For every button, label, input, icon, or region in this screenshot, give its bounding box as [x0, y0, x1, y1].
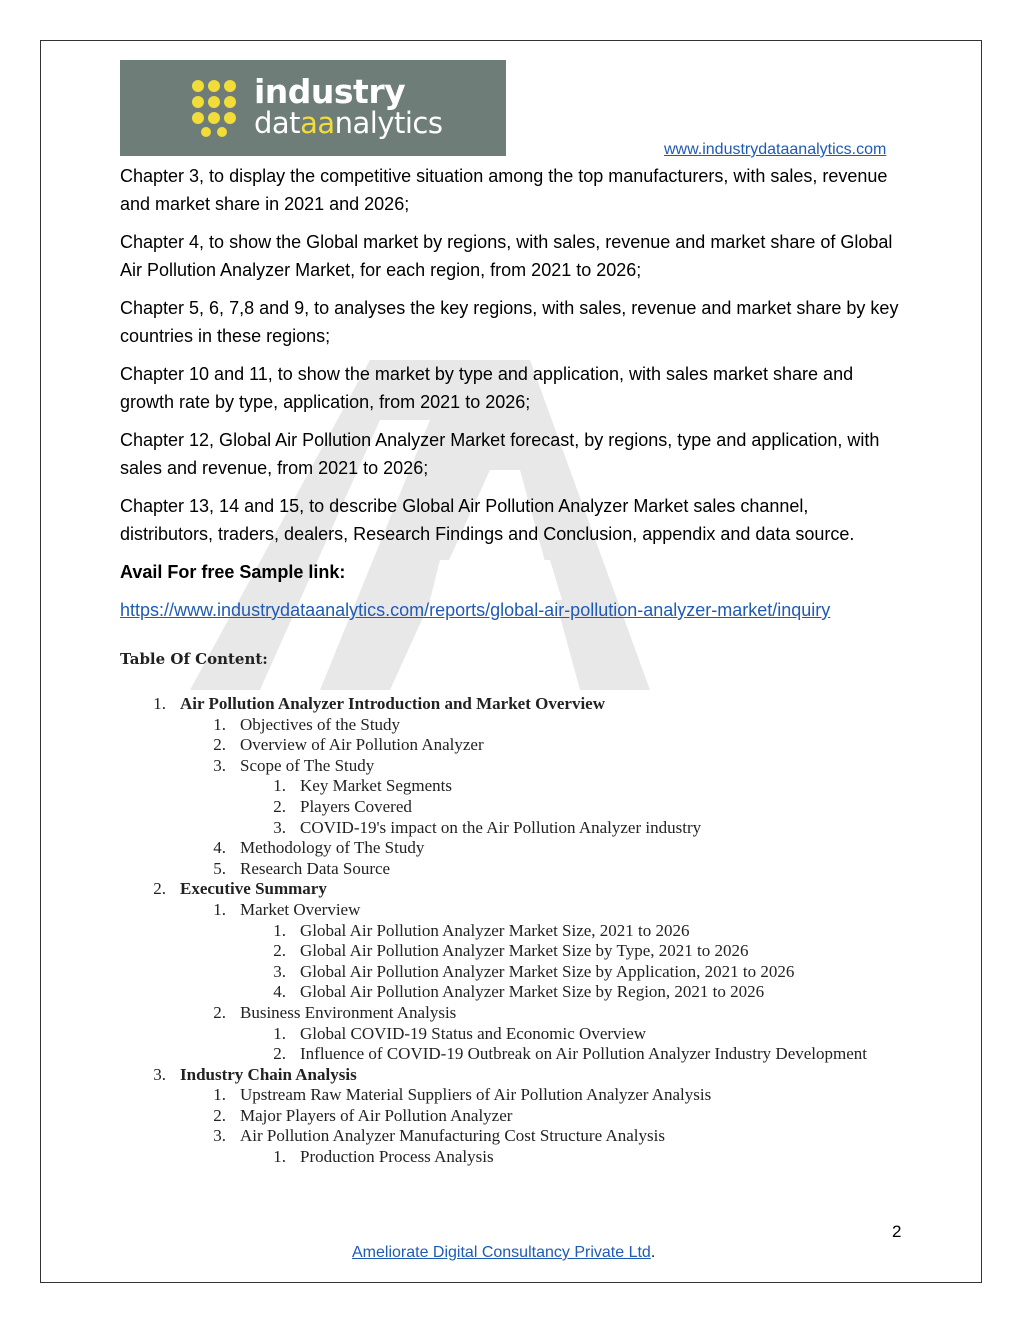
toc-item-number: 5. [213, 858, 226, 878]
toc-item-number: 3. [213, 755, 226, 775]
toc-item [120, 715, 900, 736]
toc-item [120, 776, 900, 797]
toc-item [120, 1065, 900, 1086]
toc-title: Table Of Content: [120, 650, 268, 668]
toc-item-number: 3. [273, 817, 286, 837]
company-logo [120, 60, 506, 156]
paragraph: Chapter 4, to show the Global market by regions, with sales, revenue and market share of Global Air Pollution Analyzer Market, for each region, from 2021 to 2026; [120, 232, 893, 280]
toc-item-number: 2. [273, 941, 286, 961]
toc-item-label: Air Pollution Analyzer Introduction and Market Overview [180, 694, 605, 713]
toc-item-label: Upstream Raw Material Suppliers of Air Pollution Analyzer Analysis [240, 1085, 712, 1105]
toc-item-number: 2. [213, 1002, 226, 1022]
toc-item-label: Research Data Source [240, 858, 391, 878]
toc-item-number: 2. [213, 1105, 226, 1125]
toc-item-number: 3. [213, 1126, 226, 1146]
paragraph: Chapter 10 and 11, to show the market by type and application, with sales market share and growth rate by type, application, from 2021 to 2026; [120, 364, 854, 412]
logo-dots-icon [190, 78, 246, 138]
toc-item [120, 879, 900, 900]
footer-company-link[interactable]: Ameliorate Digital Consultancy Private Ltd [352, 1244, 651, 1261]
toc-item-number: 2. [213, 735, 226, 755]
toc-item [120, 982, 900, 1003]
toc-item-number: 2. [153, 879, 166, 899]
toc-item-number: 4. [213, 838, 226, 858]
toc-item [120, 859, 900, 880]
toc-item-label: Methodology of The Study [240, 838, 425, 858]
toc-item-number: 1. [213, 899, 226, 919]
toc-item-label: Overview of Air Pollution Analyzer [240, 735, 484, 755]
toc-item-label: Global Air Pollution Analyzer Market Size by Region, 2021 to 2026 [300, 982, 765, 1002]
toc-item-number: 1. [273, 1147, 286, 1167]
page-number: 2 [892, 1222, 902, 1241]
toc-item [120, 735, 900, 756]
paragraph: Chapter 12, Global Air Pollution Analyzer Market forecast, by regions, type and application, with sales and revenue, from 2021 to 2026; [120, 430, 880, 478]
toc-item-label: Major Players of Air Pollution Analyzer [240, 1105, 513, 1125]
toc-item [120, 756, 900, 777]
toc-item-label: Scope of The Study [240, 755, 375, 775]
toc-item [120, 818, 900, 839]
toc-item-label: Global COVID-19 Status and Economic Overview [300, 1023, 647, 1043]
toc-item-number: 3. [273, 961, 286, 981]
toc-item-label: COVID-19's impact on the Air Pollution Analyzer industry [300, 817, 702, 837]
toc-item [120, 1003, 900, 1024]
toc-item-number: 1. [213, 1085, 226, 1105]
toc-item [120, 1106, 900, 1127]
toc-item-number: 1. [153, 694, 166, 713]
toc-item-number: 4. [273, 982, 286, 1002]
table-of-contents [120, 694, 900, 1168]
toc-item-label: Production Process Analysis [300, 1147, 494, 1167]
toc-item [120, 797, 900, 818]
toc-item [120, 1126, 900, 1147]
toc-item [120, 900, 900, 921]
toc-item-number: 1. [213, 714, 226, 734]
toc-item-number: 2. [273, 796, 286, 816]
toc-item-number: 1. [273, 776, 286, 796]
toc-item-number: 1. [273, 1023, 286, 1043]
toc-item-label: Global Air Pollution Analyzer Market Size, 2021 to 2026 [300, 920, 690, 940]
toc-item-label: Key Market Segments [300, 776, 453, 796]
sample-link-label: Avail For free Sample link: [120, 562, 346, 582]
toc-item-label: Executive Summary [180, 879, 327, 899]
toc-item [120, 838, 900, 859]
toc-item [120, 1147, 900, 1168]
website-link[interactable]: www.industrydataanalytics.com [664, 141, 887, 158]
toc-item-label: Influence of COVID-19 Outbreak on Air Pollution Analyzer Industry Development [300, 1044, 868, 1064]
logo-word-dataanalytics: dataanalytics [254, 106, 443, 140]
toc-item [120, 694, 900, 715]
toc-item [120, 962, 900, 983]
toc-item [120, 1085, 900, 1106]
toc-item-label: Market Overview [240, 899, 361, 919]
toc-item [120, 921, 900, 942]
paragraph: Chapter 13, 14 and 15, to describe Global Air Pollution Analyzer Market sales channel, distributors, traders, dealers, Research Findings and Conclusion, appendix and data source. [120, 496, 855, 544]
toc-item-label: Business Environment Analysis [240, 1002, 457, 1022]
toc-item-number: 1. [273, 920, 286, 940]
toc-item-label: Players Covered [300, 796, 412, 816]
footer: Ameliorate Digital Consultancy Private Ltd. [352, 1244, 656, 1261]
paragraph: Chapter 5, 6, 7,8 and 9, to analyses the key regions, with sales, revenue and market share by key countries in these regions; [120, 298, 899, 346]
toc-item-label: Industry Chain Analysis [180, 1064, 357, 1084]
toc-item [120, 1044, 900, 1065]
toc-item-number: 3. [153, 1064, 166, 1084]
toc-item [120, 1024, 900, 1045]
toc-item [120, 941, 900, 962]
paragraph: Chapter 3, to display the competitive situation among the top manufacturers, with sales, revenue and market share in 2021 and 2026; [120, 166, 888, 214]
toc-item-label: Global Air Pollution Analyzer Market Size by Type, 2021 to 2026 [300, 941, 749, 961]
chapter-descriptions [120, 162, 900, 634]
toc-item-label: Objectives of the Study [240, 714, 401, 734]
inquiry-link[interactable]: https://www.industrydataanalytics.com/reports/global-air-pollution-analyzer-market/inquiry [120, 600, 831, 620]
toc-item-number: 2. [273, 1044, 286, 1064]
logo-word-industry: industry [254, 72, 406, 111]
toc-item-label: Air Pollution Analyzer Manufacturing Cost Structure Analysis [240, 1126, 665, 1146]
toc-item-label: Global Air Pollution Analyzer Market Size by Application, 2021 to 2026 [300, 961, 795, 981]
